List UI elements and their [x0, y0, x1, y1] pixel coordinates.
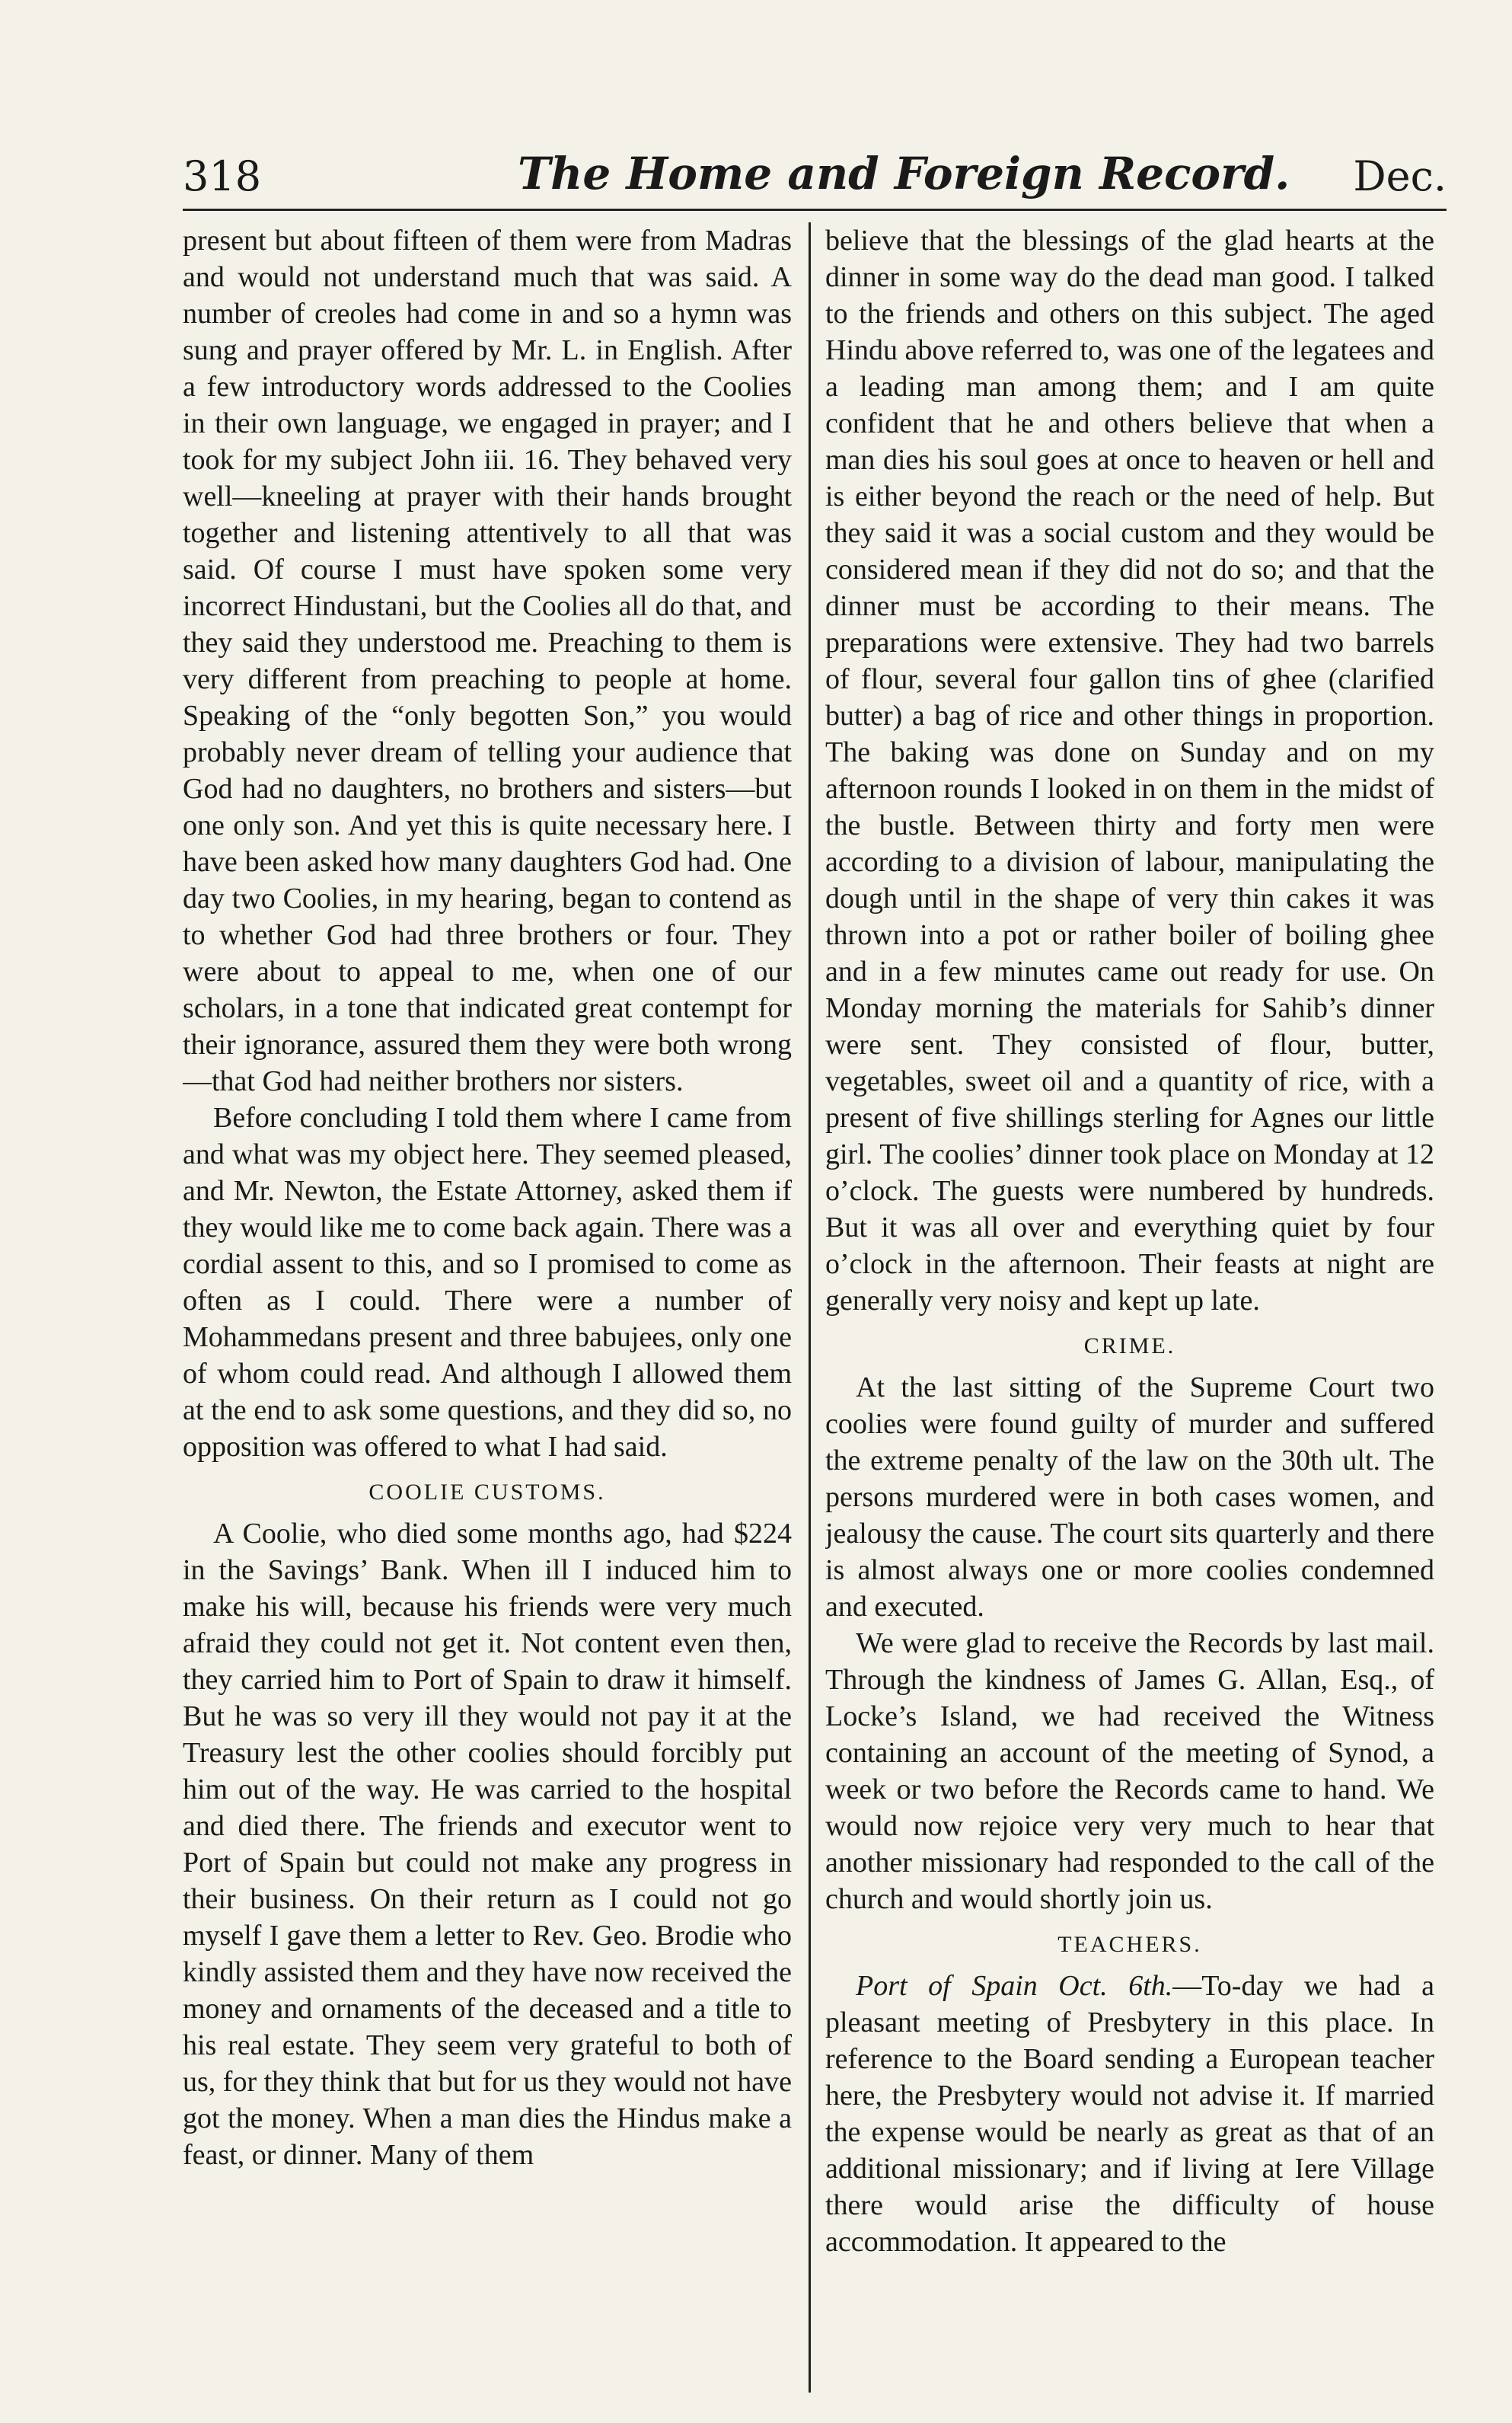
paragraph: believe that the blessings of the glad hearts at the dinner in some way do the dead man good. I talked to the friends and others on this subject. The aged Hindu above referred to, was one of the legatees and a leading man among them; and I am quite confident that he and others believe that when a man dies his soul goes at once to heaven or hell and is either beyond the reach or the need of help. But they said it was a social custom and they would be considered mean if they did not do so; and that the dinner must be according to their means. The preparations were extensive. They had two barrels of flour, several four gallon tins of ghee (clarified butter) a bag of rice and other things in proportion. The baking was done on Sunday and on my afternoon rounds I looked in on them in the midst of the bustle. Between thirty and forty men were according to a division of labour, manipulating the dough until in the shape of very thin cakes it was thrown into a pot or rather boiler of boiling ghee and in a few minutes came out ready for use. On Monday morning the materials for Sahib’s dinner were sent. They consisted of flour, butter, vegetables, sweet oil and a quantity of rice, with a present of five shillings sterling for Agnes our little girl. The coolies’ dinner took place on Monday at 12 o’clock. The guests were numbered by hundreds. But it was all over and everything quiet by four o’clock in the afternoon. Their feasts at night are generally very noisy and kept up late.: [825, 225, 1434, 1317]
paragraph: We were glad to receive the Records by last mail. Through the kindness of James G. Allan, Esq., of Locke’s Island, we had received the Witness containing an account of the meeting of Synod, a week or two before the Records came to hand. We would now rejoice very very much to hear that another missionary had responded to the call of the church and would shortly join us.: [825, 1627, 1434, 1915]
paragraph: present but about fifteen of them were from Madras and would not understand much that was said. A number of creoles had come in and so a hymn was sung and prayer offered by Mr. L. in English. After a few introductory words addressed to the Coolies in their own language, we engaged in prayer; and I took for my subject John iii. 16. They behaved very well—kneeling at prayer with their hands brought together and listening attentively to all that was said. Of course I must have spoken some very incorrect Hindustani, but the Coolies all do that, and they said they understood me. Preaching to them is very different from preaching to people at home. Speaking of the “only begotten Son,” you would probably never dream of telling your audience that God had no daughters, no brothers and sisters—but one only son. And yet this is quite necessary here. I have been asked how many daughters God had. One day two Coolies, in my hearing, began to contend as to whether God had three brothers or four. They were about to appeal to me, when one of our scholars, in a tone that indicated great contempt for their ignorance, assured them they were both wrong—that God had neither brothers nor sisters.: [183, 225, 792, 1097]
column-divider: [809, 222, 811, 2393]
page-number: 318: [183, 152, 262, 200]
left-column: [183, 222, 792, 2415]
section-heading: COOLIE CUSTOMS.: [368, 1480, 606, 1505]
paragraph: A Coolie, who died some months ago, had $224 in the Savings’ Bank. When ill I induced him to make his will, because his friends were very much afraid they could not get it. Not content even then, they carried him to Port of Spain to draw it himself. But he was so very ill they would not pay it at the Treasury lest the other coolies should forcibly put him out of the way. He was carried to the hospital and died there. The friends and executor went to Port of Spain but could not make any progress in their business. On their return as I could not go myself I gave them a letter to Rev. Geo. Brodie who kindly assisted them and they have now received the money and ornaments of the deceased and a title to his real estate. They seem very grateful to both of us, for they think that but for us they would not have got the money. When a man dies the Hindus make a feast, or dinner. Many of them: [183, 1518, 792, 2171]
paragraph-text: —To-day we had a pleasant meeting of Presbytery in this place. In reference to the Board sending a European teacher here, the Presbytery would not advise it. If married the expense would be nearly as great as that of an additional missionary; and if living at Iere Village there would arise the difficulty of house accommodation. It appeared to the: [825, 1970, 1434, 2258]
section-heading: CRIME.: [1083, 1333, 1176, 1358]
dateline: Port of Spain Oct. 6th.: [856, 1970, 1173, 2002]
paragraph: [825, 1968, 1434, 2260]
issue-month: Dec.: [1353, 152, 1447, 200]
header-rule: [183, 209, 1447, 211]
right-column: [825, 222, 1434, 2415]
page-header: [183, 148, 1447, 206]
paragraph: At the last sitting of the Supreme Court two coolies were found guilty of murder and suffered the extreme penalty of the law on the 30th ult. The persons murdered were in both cases women, and jealousy the cause. The court sits quarterly and there is almost always one or more coolies condemned and executed.: [825, 1371, 1434, 1623]
journal-title: The Home and Foreign Record.: [518, 148, 1290, 200]
paragraph: Before concluding I told them where I came from and what was my object here. They seemed pleased, and Mr. Newton, the Estate Attorney, asked them if they would like me to come back again. There was a cordial assent to this, and so I promised to come as often as I could. There were a number of Mohammedans present and three babujees, only one of whom could read. And although I allowed them at the end to ask some questions, and they did so, no opposition was offered to what I had said.: [183, 1102, 792, 1463]
section-heading: TEACHERS.: [1057, 1932, 1202, 1957]
